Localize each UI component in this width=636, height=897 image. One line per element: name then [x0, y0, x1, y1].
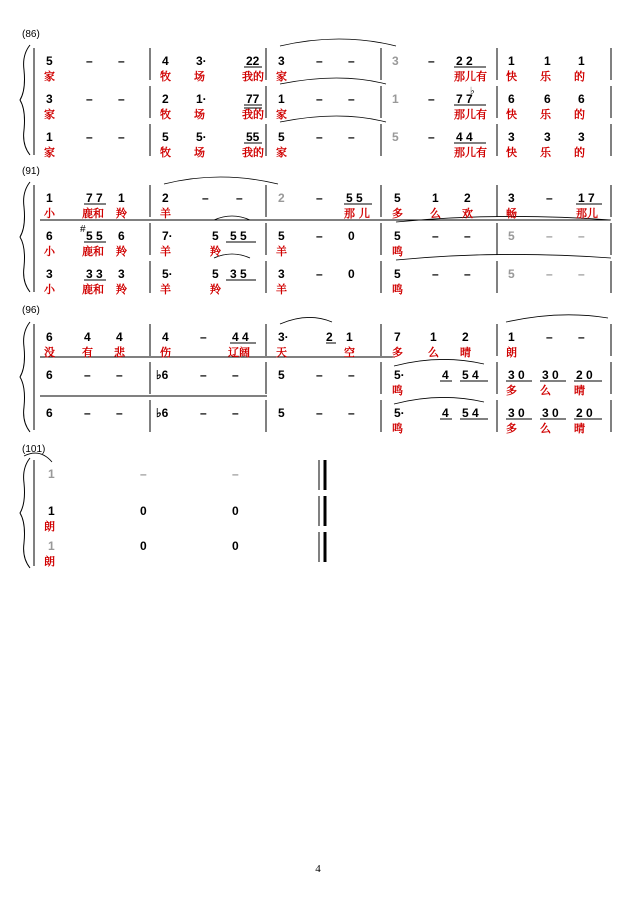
note: –	[432, 267, 439, 281]
note: 22	[246, 54, 260, 68]
note: 1	[432, 191, 439, 205]
note: –	[118, 54, 125, 68]
lyric: 小	[44, 207, 55, 220]
note: 6	[578, 92, 585, 106]
note: 5 5	[86, 229, 103, 243]
note: 1	[48, 504, 55, 518]
note: –	[84, 406, 91, 420]
row-3	[44, 539, 239, 568]
note: 5	[278, 368, 285, 382]
lyric: 羊	[160, 207, 171, 220]
lyric: 我的	[242, 108, 264, 121]
note: –	[316, 368, 323, 382]
note: 5	[212, 229, 219, 243]
note: –	[578, 330, 585, 344]
note: 4	[116, 330, 123, 344]
final-barlines	[319, 460, 325, 562]
note: 4	[84, 330, 91, 344]
measure-number: (86)	[22, 29, 40, 40]
lyric: 么	[540, 384, 551, 397]
note: –	[316, 406, 323, 420]
lyric: 场	[194, 108, 205, 121]
tie	[506, 315, 608, 322]
note: –	[232, 368, 239, 382]
note: 1	[48, 467, 55, 481]
note: 2	[462, 330, 469, 344]
note: –	[86, 54, 93, 68]
lyric: 多	[506, 422, 517, 435]
note: 3	[46, 92, 53, 106]
lyric: 有	[82, 346, 93, 359]
note: –	[546, 229, 553, 243]
system-96	[20, 305, 611, 435]
lyric: 羚	[210, 245, 221, 258]
lyric: 欢	[462, 207, 473, 220]
note: 0	[140, 539, 147, 553]
note: –	[316, 54, 323, 68]
measure-number: (91)	[22, 166, 40, 177]
row-2	[44, 229, 585, 258]
note: 3	[578, 130, 585, 144]
system-101	[20, 444, 325, 568]
note: 5·	[394, 406, 405, 420]
note: 5	[278, 229, 285, 243]
lyric: 家	[44, 108, 55, 121]
lyric: 羚	[116, 245, 127, 258]
note: 0	[348, 229, 355, 243]
lyric: 乐	[540, 70, 551, 83]
note: 6	[544, 92, 551, 106]
lyric: 辽阔	[228, 346, 250, 359]
note: –	[200, 368, 207, 382]
note: 1	[508, 54, 515, 68]
note: 5 5	[346, 191, 363, 205]
note: 2	[162, 191, 169, 205]
lyric: 么	[540, 422, 551, 435]
lyric: 家	[44, 70, 55, 83]
lyric: 鸣	[392, 384, 403, 397]
system-86	[20, 29, 611, 159]
row-1	[44, 330, 585, 359]
lyric: 悲	[114, 346, 125, 359]
slur	[214, 216, 250, 220]
note: 5	[46, 54, 53, 68]
note: 5·	[394, 368, 405, 382]
note: 7	[394, 330, 401, 344]
note: –	[428, 92, 435, 106]
note: 5 5	[230, 229, 247, 243]
note: 77	[246, 92, 260, 106]
note: –	[316, 191, 323, 205]
lyric: 鸣	[392, 245, 403, 258]
lyric: 没	[44, 346, 55, 359]
tie	[164, 177, 278, 184]
lyric: 羚	[116, 207, 127, 220]
note: –	[546, 191, 553, 205]
system-brace	[20, 45, 30, 155]
note: 4	[162, 54, 169, 68]
note: 3	[46, 267, 53, 281]
lyric: 羊	[160, 245, 171, 258]
note: 5	[392, 130, 399, 144]
svg-text:#: #	[80, 224, 86, 235]
lyric: 朗	[44, 520, 55, 533]
note: 5	[278, 406, 285, 420]
note: –	[116, 406, 123, 420]
lyric: 我的	[242, 70, 264, 83]
lyric: 天	[276, 346, 287, 359]
lyric: 鸣	[392, 283, 403, 296]
note: –	[116, 368, 123, 382]
lyric: 伤	[160, 346, 171, 359]
svg-text:♭: ♭	[470, 86, 475, 97]
note: –	[316, 92, 323, 106]
note: 55	[246, 130, 260, 144]
system-brace	[20, 322, 30, 432]
note: 6	[508, 92, 515, 106]
note: 3 0	[508, 368, 525, 382]
note: 5	[394, 267, 401, 281]
note: 3	[278, 54, 285, 68]
lyric: 快	[506, 70, 517, 83]
lyric: 鹿和	[82, 283, 104, 296]
note: –	[316, 267, 323, 281]
note: ♭6	[156, 368, 169, 382]
system-brace	[20, 182, 30, 292]
lyric: 我的	[242, 146, 264, 159]
note: 3	[544, 130, 551, 144]
note: 1	[392, 92, 399, 106]
row-3	[46, 406, 593, 435]
note: –	[348, 130, 355, 144]
barlines	[150, 185, 611, 293]
note: 4 4	[232, 330, 249, 344]
note: 3 3	[86, 267, 103, 281]
lyric: 的	[574, 108, 585, 121]
row-1	[44, 191, 598, 220]
lyric: 多	[392, 207, 403, 220]
note: 3 5	[230, 267, 247, 281]
note: –	[200, 330, 207, 344]
note: –	[86, 92, 93, 106]
row-2	[46, 368, 593, 397]
lyric: 那儿有	[454, 70, 487, 83]
lyric: 羊	[160, 283, 171, 296]
note: –	[428, 130, 435, 144]
slur	[280, 317, 332, 324]
lyric: 朗	[506, 346, 517, 359]
lyric: 牧	[160, 108, 171, 121]
note: 6	[46, 330, 53, 344]
note: 1	[48, 539, 55, 553]
lyric: 那儿有	[454, 146, 487, 159]
note: 3	[392, 54, 399, 68]
row-1	[48, 467, 239, 481]
lyric: 家	[276, 146, 287, 159]
lyric: 空	[344, 346, 355, 359]
note: 3 0	[542, 406, 559, 420]
note: 5	[162, 130, 169, 144]
note: 1	[578, 54, 585, 68]
lyric: 小	[44, 245, 55, 258]
note: –	[232, 406, 239, 420]
note: 5	[394, 229, 401, 243]
note: –	[316, 130, 323, 144]
note: 1·	[196, 92, 207, 106]
lyric: 羚	[116, 283, 127, 296]
note: 5	[394, 191, 401, 205]
note: 1	[346, 330, 353, 344]
lyric: 羊	[276, 245, 287, 258]
lyric: 家	[276, 108, 287, 121]
note: 1	[278, 92, 285, 106]
note: ♭6	[156, 406, 169, 420]
lyric: 畅	[506, 207, 517, 220]
row-3	[44, 130, 585, 159]
lyric: 家	[276, 70, 287, 83]
lyric: 乐	[540, 146, 551, 159]
note: –	[464, 229, 471, 243]
lyric: 快	[506, 108, 517, 121]
lyric: 晴	[574, 384, 585, 397]
note: 4 4	[456, 130, 473, 144]
note: –	[428, 54, 435, 68]
note: –	[348, 92, 355, 106]
note: 6	[118, 229, 125, 243]
lyric: 多	[506, 384, 517, 397]
lyric: 那儿有	[454, 108, 487, 121]
note: 5	[278, 130, 285, 144]
note: –	[348, 54, 355, 68]
tie	[280, 39, 396, 46]
lyric: 多	[392, 346, 403, 359]
note: 4	[442, 368, 449, 382]
slur	[394, 359, 484, 366]
lyric: 么	[430, 207, 441, 220]
note: –	[118, 130, 125, 144]
lyric: 么	[428, 346, 439, 359]
note: 1 7	[578, 191, 595, 205]
note: 5	[508, 267, 515, 281]
note: –	[316, 229, 323, 243]
note: –	[546, 267, 553, 281]
note: 1	[46, 130, 53, 144]
row-3	[44, 267, 585, 296]
note: –	[348, 406, 355, 420]
note: 2 0	[576, 368, 593, 382]
note: 3	[118, 267, 125, 281]
note: 1	[118, 191, 125, 205]
note: –	[236, 191, 243, 205]
note: 0	[232, 504, 239, 518]
note: 5	[508, 229, 515, 243]
note: 5	[212, 267, 219, 281]
note: –	[232, 467, 239, 481]
lyric: 场	[194, 146, 205, 159]
note: 5 4	[462, 406, 479, 420]
lyric: 小	[44, 283, 55, 296]
lyric: 乐	[540, 108, 551, 121]
note: –	[348, 368, 355, 382]
note: –	[118, 92, 125, 106]
note: –	[140, 467, 147, 481]
note: –	[578, 267, 585, 281]
lyric: 那儿	[576, 207, 598, 220]
note: 4	[442, 406, 449, 420]
note: 7·	[162, 229, 173, 243]
note: –	[202, 191, 209, 205]
note: 1	[46, 191, 53, 205]
note: 3·	[278, 330, 289, 344]
lyric: 快	[506, 146, 517, 159]
page-number: 4	[315, 863, 321, 875]
note: 0	[140, 504, 147, 518]
note: 3	[508, 191, 515, 205]
lyric: 场	[194, 70, 205, 83]
note: 2 2	[456, 54, 473, 68]
note: –	[86, 130, 93, 144]
note: 3·	[196, 54, 207, 68]
lyric: 那 儿	[344, 207, 370, 220]
note: 4	[162, 330, 169, 344]
note: 5·	[162, 267, 173, 281]
note: 2	[464, 191, 471, 205]
slur	[394, 397, 484, 404]
note: 7 7	[456, 92, 473, 106]
tie	[280, 78, 386, 84]
lyric: 鸣	[392, 422, 403, 435]
note: 6	[46, 229, 53, 243]
note: –	[200, 406, 207, 420]
row-2	[44, 504, 239, 533]
lyric: 晴	[460, 346, 471, 359]
note: 3 0	[542, 368, 559, 382]
measure-number: (101)	[22, 444, 46, 455]
note: 5 4	[462, 368, 479, 382]
note: 0	[232, 539, 239, 553]
lyric: 羚	[210, 283, 221, 296]
note: 7 7	[86, 191, 103, 205]
note: 3 0	[508, 406, 525, 420]
note: –	[546, 330, 553, 344]
measure-number: (96)	[22, 305, 40, 316]
lyric: 牧	[160, 146, 171, 159]
note: 6	[46, 368, 53, 382]
lyric: 牧	[160, 70, 171, 83]
lyric: 鹿和	[82, 207, 104, 220]
lyric: 朗	[44, 555, 55, 568]
note: 2	[162, 92, 169, 106]
lyric: 晴	[574, 422, 585, 435]
note: 2	[278, 191, 285, 205]
note: 6	[46, 406, 53, 420]
note: 5·	[196, 130, 207, 144]
lyric: 羊	[276, 283, 287, 296]
note: –	[578, 229, 585, 243]
system-brace	[20, 458, 30, 568]
note: 2 0	[576, 406, 593, 420]
note: 3	[278, 267, 285, 281]
tie	[396, 254, 611, 260]
note: –	[432, 229, 439, 243]
note: 1	[430, 330, 437, 344]
lyric: 的	[574, 70, 585, 83]
lyric: 鹿和	[82, 245, 104, 258]
lyric: 家	[44, 146, 55, 159]
lyric: 的	[574, 146, 585, 159]
note: 1	[544, 54, 551, 68]
note: –	[464, 267, 471, 281]
barlines	[150, 48, 611, 156]
note: 2	[326, 330, 333, 344]
tie	[280, 116, 386, 122]
note: –	[84, 368, 91, 382]
system-91	[20, 166, 611, 296]
note: 1	[508, 330, 515, 344]
note: 3	[508, 130, 515, 144]
note: 0	[348, 267, 355, 281]
